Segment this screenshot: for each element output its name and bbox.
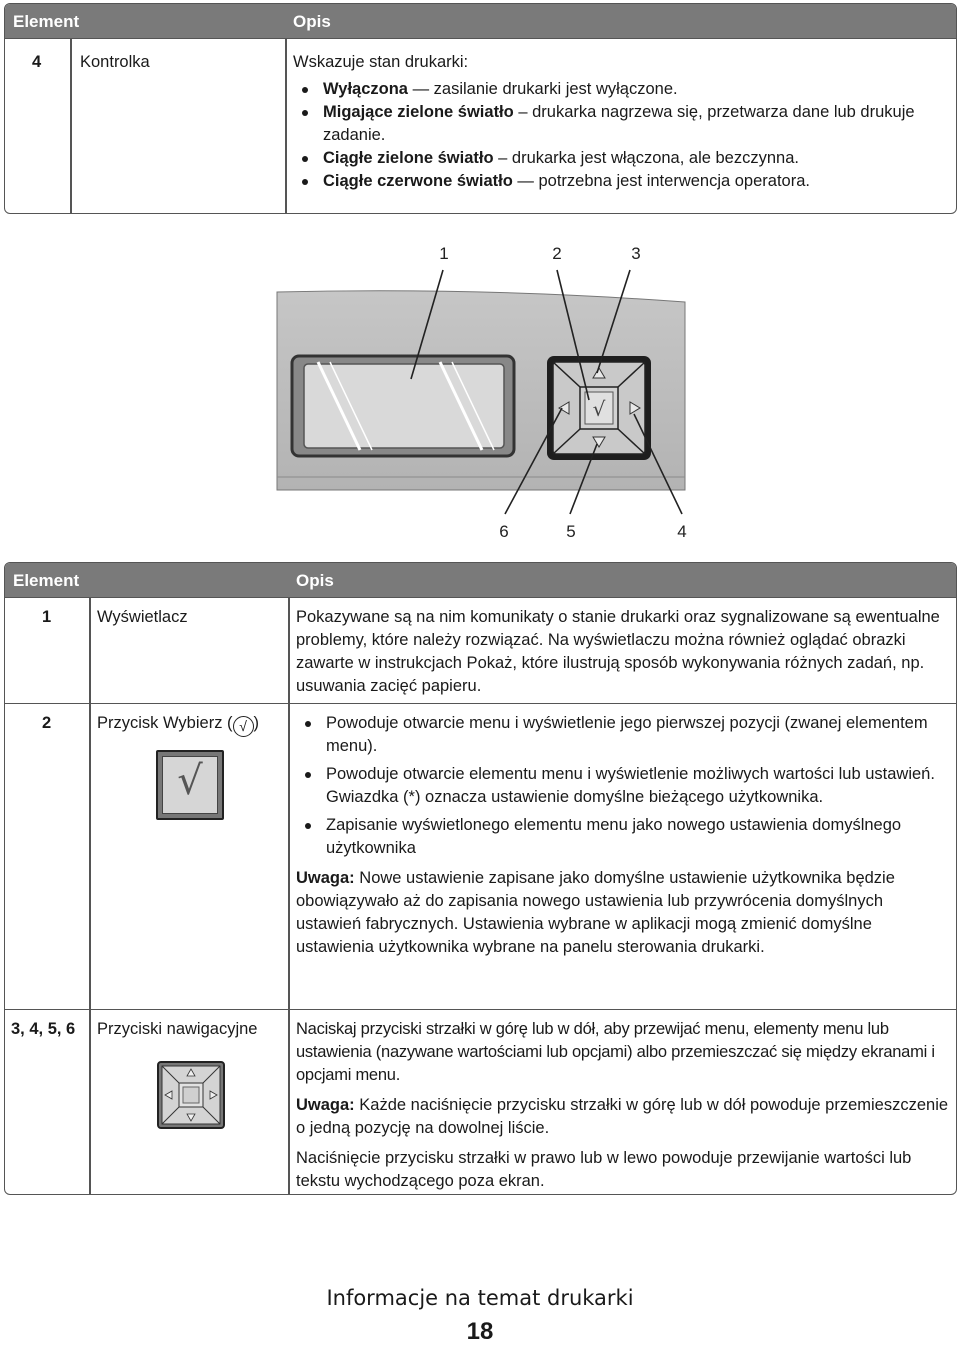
select-check-mark: √ xyxy=(592,397,606,421)
header-element: Element xyxy=(13,571,80,590)
row-name: Przycisk Wybierz ( √ ) xyxy=(97,712,259,737)
row-description xyxy=(296,712,946,959)
header-element: Element xyxy=(13,12,80,31)
callout-5: 5 xyxy=(566,522,576,541)
row-name: Wyświetlacz xyxy=(97,608,188,626)
navigation-buttons-icon xyxy=(157,1061,225,1129)
row-description xyxy=(293,51,943,193)
table-row xyxy=(5,38,956,213)
check-circle-icon: √ xyxy=(233,716,254,737)
table-row xyxy=(5,597,956,703)
list-item: Powoduje otwarcie menu i wyświetlenie jego pierwszej pozycji (zwanej elementem menu). xyxy=(296,712,946,758)
paragraph: Naciśnięcie przycisku strzałki w prawo lub w lewo powoduje przewijanie wartości lub tekstu wychodzącego poza ekran. xyxy=(296,1149,912,1190)
note: Uwaga: Nowe ustawienie zapisane jako domyślne ustawienie użytkownika będzie obowiązywało aż do zapisania nowego ustawienia lub przywrócenia domyślnych ustawień fabrycznych. Ustawienia wybrane w aplikacji mogą zmienić domyślne ustawienia użytkownika wybrane na panelu sterowania drukarki. xyxy=(296,869,895,956)
navigation-pad xyxy=(547,356,651,460)
note: Uwaga: Każde naciśnięcie przycisku strzałki w górę lub w dół powoduje przemieszczenie o jedną pozycję na dowolnej liście. xyxy=(296,1096,949,1137)
select-button-list xyxy=(296,712,946,860)
control-panel-diagram xyxy=(0,232,960,572)
list-item: Migające zielone światło – drukarka nagrzewa się, przetwarza dane lub drukuje zadanie. xyxy=(293,101,943,147)
list-item: Powoduje otwarcie elementu menu i wyświetlenie możliwych wartości lub ustawień. Gwiazdka (*) oznacza ustawienie domyślne bieżącego użytkownika. xyxy=(296,763,946,809)
callout-4: 4 xyxy=(677,522,687,541)
row-number: 2 xyxy=(42,714,52,732)
list-item: Zapisanie wyświetlonego elementu menu jako nowego ustawienia domyślnego użytkownika xyxy=(296,814,946,860)
table-row xyxy=(5,703,956,1009)
table-header xyxy=(5,563,956,597)
list-item: Ciągłe czerwone światło — potrzebna jest interwencja operatora. xyxy=(293,170,943,193)
row-number: 3, 4, 5, 6 xyxy=(11,1020,76,1038)
select-button-icon xyxy=(156,750,224,820)
page-number: 18 xyxy=(466,1318,494,1345)
row-name: Kontrolka xyxy=(80,53,150,71)
header-opis: Opis xyxy=(296,571,334,590)
callout-6: 6 xyxy=(499,522,509,541)
callout-1: 1 xyxy=(439,244,449,263)
row-number: 1 xyxy=(42,608,52,626)
status-light-table xyxy=(4,3,957,214)
row-name: Przyciski nawigacyjne xyxy=(97,1020,258,1038)
intro-text: Wskazuje stan drukarki: xyxy=(293,53,469,71)
header-opis: Opis xyxy=(293,12,331,31)
display-screen xyxy=(292,356,514,456)
list-item: Wyłączona — zasilanie drukarki jest wyłączone. xyxy=(293,78,943,101)
callout-2: 2 xyxy=(552,244,562,263)
list-item: Ciągłe zielone światło – drukarka jest włączona, ale bezczynna. xyxy=(293,147,943,170)
row-description xyxy=(296,1018,956,1193)
callout-3: 3 xyxy=(631,244,641,263)
row-number: 4 xyxy=(32,53,42,71)
paragraph: Naciskaj przyciski strzałki w górę lub w dół, aby przewijać menu, elementy menu lub ustawienia (nazywane wartościami lub opcjami) albo przemieszczać się między ekranami i opcjami menu. xyxy=(296,1020,935,1084)
row-description: Pokazywane są na nim komunikaty o stanie drukarki oraz sygnalizowane są ewentualne problemy, które należy rozwiązać. Na wyświetlaczu można również oglądać obrazki zawarte w instrukcjach Pokaż, które ilustrują sposób wykonywania różnych zadań, np. usuwania zacięć papieru. xyxy=(296,608,940,695)
table-row xyxy=(5,1009,956,1195)
control-panel-table xyxy=(4,562,957,1195)
table-header xyxy=(5,4,956,38)
check-mark-icon: √ xyxy=(177,758,203,804)
footer-title: Informacje na temat drukarki xyxy=(326,1286,634,1310)
status-list xyxy=(293,78,943,193)
